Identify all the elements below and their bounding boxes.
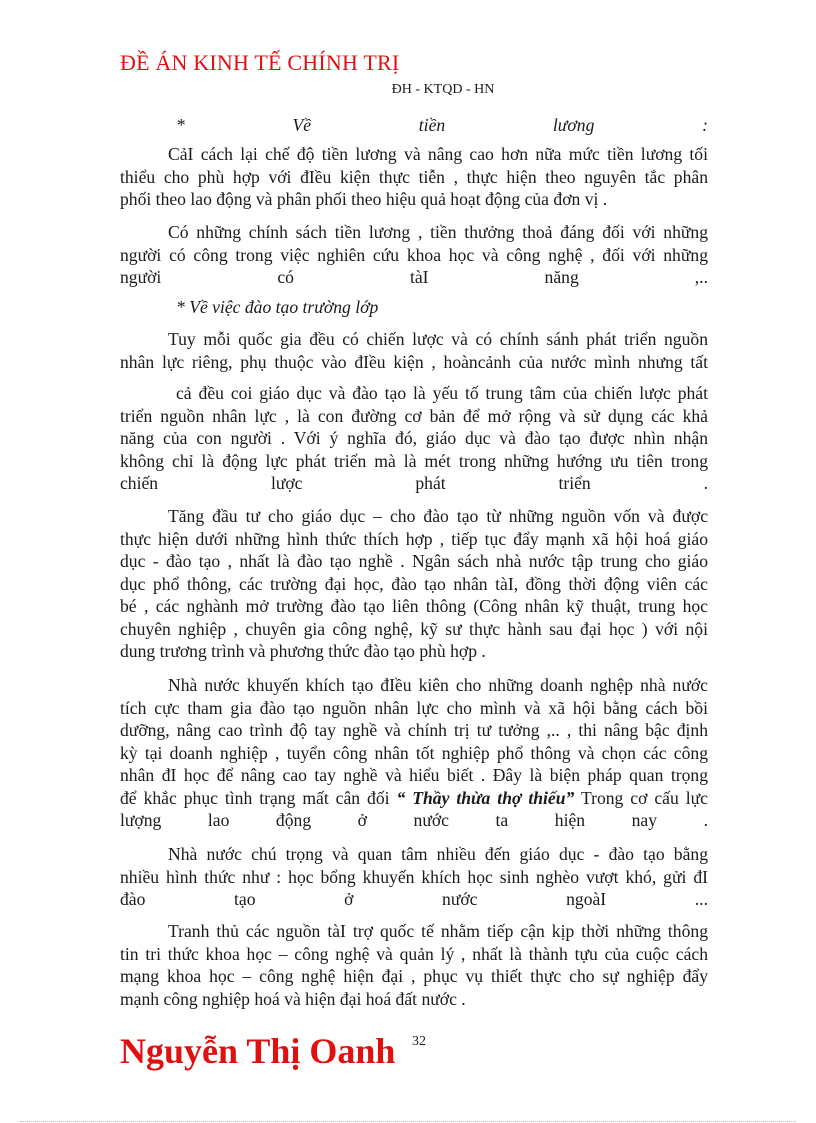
heading-word: tiền — [418, 115, 446, 135]
text-line: không chỉ là động lực phát triển mà là mét trong những hướng ưu tiên trong — [120, 450, 708, 471]
text-line: triển nguồn nhân lực , là con đường cơ bản để mở rộng và sử dụng các khả — [120, 405, 708, 426]
text-line: tin tri thức khoa học – công nghệ và quản lý , nhất là thành tựu của cuộc cách — [120, 943, 708, 964]
word: lược — [270, 473, 303, 493]
text-line: tích cực tham gia đào tạo nguồn nhân lực cho mình và xã hội bằng cách bồi — [120, 697, 708, 718]
word: ở — [344, 889, 354, 909]
text-line: Tuy mỗi quốc gia đều có chiến lược và có chính sánh phát triển nguồn — [168, 329, 708, 349]
word: ... — [694, 889, 708, 909]
text-line: nhân lực riêng, phụ thuộc vào đIều kiện , hoàncảnh của nước mình nhưng tất — [120, 351, 708, 372]
text-line: nhân đI học để nâng cao tay nghề và hiểu biết . Đây là biện pháp quan trọng — [120, 765, 708, 785]
word: năng — [544, 267, 579, 287]
salary-paragraph-2 — [120, 221, 708, 289]
word: động — [275, 810, 312, 830]
word: lượng — [120, 810, 162, 830]
text-line: mạnh công nghiệp hoá và hiện đại hoá đất nước . — [120, 988, 466, 1009]
text-line: CảI cách lại chế độ tiền lương và nâng cao hơn nữa mức tiền lương tối — [168, 144, 708, 164]
heading-word: lương — [552, 115, 595, 135]
word: có — [277, 267, 294, 287]
text-line: mạng khoa học – công nghệ hiện đại , phục vụ thiết thực cho sự nghiệp đẩy — [120, 966, 708, 986]
text-line: thực hiện dưới những hình thức thích hợp , tiếp tục đẩy mạnh xã hội hoá giáo — [120, 528, 708, 549]
text-line: chuyên nghiệp , chuyên gia công nghệ, kỹ sư thực hành sau đại học ) với nội — [120, 618, 708, 639]
document-subtitle: ĐH - KTQD - HN — [391, 82, 495, 97]
text-line: nhiều hình thức như : học bổng khuyến khích học sinh nghèo vượt khó, gửi đI — [120, 866, 708, 887]
text-line: phối theo lao động và phân phối theo hiệu quả hoạt động của đơn vị . — [120, 189, 608, 209]
text-line-spread — [120, 266, 708, 289]
training-paragraph-6 — [120, 920, 708, 1010]
word: người — [120, 267, 162, 287]
text-segment: để khắc phục tình trạng mất cân đối — [120, 787, 397, 808]
text-line: người có công trong việc nghiên cứu khoa học và công nghệ , đối với những — [120, 244, 708, 265]
text-line: cả đều coi giáo dục và đào tạo là yếu tố trung tâm của chiến lược phát — [176, 383, 708, 403]
text-line: năng của con người . Với ý nghĩa đó, giáo dục và đào tạo được nhìn nhận — [120, 428, 708, 448]
word: ta — [495, 810, 509, 830]
training-paragraph-1 — [120, 328, 708, 373]
training-heading: * Về việc đào tạo trường lớp — [176, 297, 379, 317]
text-line: kỳ tại doanh nghiệp , tuyển công nhân tốt nghiệp phổ thông và chọn các công — [120, 742, 708, 763]
word: . — [703, 810, 708, 830]
word: chiến — [120, 473, 159, 493]
emphasis-quote: “ Thầy thừa thợ thiếu” — [396, 787, 575, 808]
word: tàI — [409, 267, 429, 287]
word: phát — [415, 473, 446, 493]
word: lao — [207, 810, 230, 830]
word: triển — [558, 473, 591, 493]
word: tạo — [234, 889, 256, 909]
training-paragraph-5 — [120, 843, 708, 911]
text-line-mixed — [120, 787, 708, 810]
training-paragraph-2 — [120, 382, 708, 495]
text-segment: Trong cơ cấu lực — [574, 787, 708, 808]
word: nước — [413, 810, 449, 830]
text-line-spread — [120, 472, 708, 495]
page-bottom-divider — [20, 1121, 796, 1122]
text-line: Tăng đầu tư cho giáo dục – cho đào tạo từ những nguồn vốn và được — [168, 506, 708, 526]
text-line: Có những chính sách tiền lương , tiền thưởng thoả đáng đối với những — [168, 222, 708, 242]
word: ở — [357, 810, 367, 830]
text-line-spread — [120, 809, 708, 832]
word: hiện — [554, 810, 586, 830]
document-title: ĐỀ ÁN KINH TẾ CHÍNH TRỊ — [120, 50, 400, 75]
page-number: 32 — [412, 1034, 426, 1049]
text-line: dục phổ thông, các trường đại học, đào tạo nhân tàI, đồng thời động viên các — [120, 573, 708, 594]
word: nước — [442, 889, 478, 909]
word: . — [703, 473, 708, 493]
text-line: dưỡng, nâng cao trình độ tay nghề và chính trị tư tưởng ,.. , thi nâng bậc định — [120, 720, 708, 740]
author-name: Nguyễn Thị Oanh — [120, 1031, 396, 1071]
text-line: dung trương trình và phương thức đào tạo phù hợp . — [120, 641, 486, 661]
salary-paragraph-1 — [120, 143, 708, 211]
text-line: Nhà nước chú trọng và quan tâm nhiều đến giáo dục - đào tạo bằng — [168, 844, 708, 864]
heading-word: : — [702, 115, 708, 135]
text-line: dục - đào tạo , nhất là đào tạo nghề . Ngân sách nhà nước tập trung cho giáo — [120, 551, 708, 571]
text-line: bé , các nghành mở trường đào tạo liên thông (Công nhân kỹ thuật, trung học — [120, 596, 708, 616]
heading-word: * — [176, 115, 185, 135]
word: nay — [631, 810, 658, 830]
word: đào — [120, 889, 146, 909]
text-line: Tranh thủ các nguồn tàI trợ quốc tế nhằm tiếp cận kịp thời những thông — [168, 921, 708, 941]
training-paragraph-4 — [120, 674, 708, 832]
heading-word: Về — [292, 115, 312, 135]
salary-heading — [176, 115, 708, 136]
text-line: Nhà nước khuyến khích tạo đIều kiên cho những doanh nghệp nhà nước — [168, 675, 708, 695]
word: ,.. — [694, 267, 708, 287]
training-paragraph-3 — [120, 505, 708, 663]
text-line: thiểu cho phù hợp với đIều kiện thực tiễn , thực hiện theo nguyên tắc phân — [120, 166, 708, 187]
text-line-spread — [120, 888, 708, 911]
word: ngoàI — [566, 889, 607, 909]
